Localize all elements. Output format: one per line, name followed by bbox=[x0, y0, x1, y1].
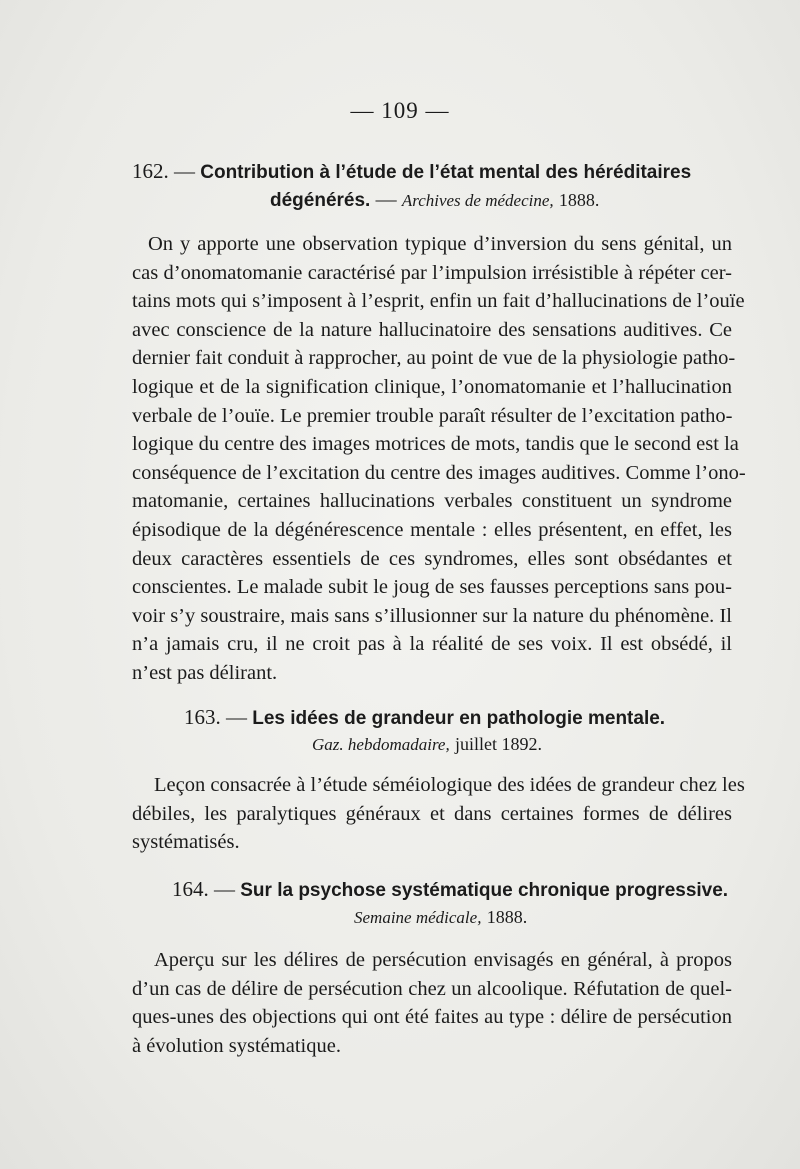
text-line: deux caractères essentiels de ces syndromes, elles sont obsédantes et bbox=[132, 547, 732, 570]
text-line: Leçon consacrée à l’étude séméiologique des idées de grandeur chez les bbox=[154, 774, 745, 796]
entry-source: Archives de médecine, bbox=[401, 191, 554, 210]
entry-164-source bbox=[354, 903, 734, 931]
entry-163-heading bbox=[184, 704, 744, 732]
entry-date: juillet 1892. bbox=[454, 734, 542, 754]
text-line: On y apporte une observation typique d’inversion du sens génital, un bbox=[148, 233, 732, 255]
text-line: n’a jamais cru, il ne croit pas à la réalité de ses voix. Il est obsédé, il bbox=[132, 633, 732, 656]
entry-163-paragraph bbox=[132, 771, 745, 857]
page-number: — 109 — bbox=[350, 98, 450, 123]
text-line: voir s’y soustraire, mais sans s’illusionner sur la nature du phénomène. Il bbox=[132, 604, 732, 627]
entry-source: Semaine médicale, bbox=[354, 908, 482, 927]
entry-162-paragraph bbox=[132, 230, 746, 688]
entry-year: 1888. bbox=[486, 907, 528, 927]
text-line: Aperçu sur les délires de persécution envisagés en général, à propos bbox=[154, 949, 732, 971]
text-line: dernier fait conduit à rapprocher, au point de vue de la physiologie patho- bbox=[132, 347, 736, 370]
text-line: tains mots qui s’imposent à l’esprit, enfin un fait d’hallucinations de l’ouïe bbox=[132, 290, 745, 313]
text-line: verbale de l’ouïe. Le premier trouble paraît résulter de l’excitation patho- bbox=[132, 404, 733, 427]
text-line: à évolution systématique. bbox=[132, 1034, 341, 1057]
entry-number: 162. bbox=[132, 159, 169, 183]
text-line: conscientes. Le malade subit le joug de ses fausses perceptions sans pou- bbox=[132, 576, 732, 599]
text-line: logique et de la signification clinique, l’onomatomanie et l’hallucination bbox=[132, 375, 732, 398]
text-line: épisodique de la dégénérescence mentale : elles présentent, en effet, les bbox=[132, 518, 732, 541]
source-dash: — bbox=[375, 187, 397, 211]
entry-164-paragraph bbox=[132, 946, 732, 1060]
text-line: cas d’onomatomanie caractérisé par l’impulsion irrésistible à répéter cer- bbox=[132, 261, 732, 284]
entry-dash: — bbox=[226, 705, 247, 729]
text-line: systématisés. bbox=[132, 831, 240, 854]
entry-163-source bbox=[312, 730, 732, 758]
entry-title: Les idées de grandeur en pathologie mentale. bbox=[252, 708, 666, 729]
text-line: ques-unes des objections qui ont été faites au type : délire de persécution bbox=[132, 1006, 732, 1029]
text-line: avec conscience de la nature hallucinatoire des sensations auditives. Ce bbox=[132, 318, 732, 341]
entry-162-subheading bbox=[270, 186, 750, 214]
entry-number: 164. bbox=[172, 877, 209, 901]
entry-dash: — bbox=[214, 877, 235, 901]
text-line: d’un cas de délire de persécution chez un alcoolique. Réfutation de quel- bbox=[132, 977, 732, 1000]
text-line: n’est pas délirant. bbox=[132, 661, 278, 684]
entry-164-heading bbox=[172, 876, 752, 904]
entry-dash: — bbox=[174, 159, 195, 183]
entry-year: 1888. bbox=[558, 190, 600, 210]
entry-162-heading bbox=[132, 158, 732, 186]
text-line: débiles, les paralytiques généraux et dans certaines formes de délires bbox=[132, 802, 732, 825]
entry-title-continued: dégénérés. bbox=[270, 190, 371, 211]
entry-source: Gaz. hebdomadaire, bbox=[312, 735, 450, 754]
text-line: matomanie, certaines hallucinations verbales constituent un syndrome bbox=[132, 490, 732, 513]
text-line: logique du centre des images motrices de mots, tandis que le second est la bbox=[132, 433, 739, 456]
entry-number: 163. bbox=[184, 705, 221, 729]
entry-title: Contribution à l’étude de l’état mental des héréditaires bbox=[200, 162, 692, 183]
text-line: conséquence de l’excitation du centre des images auditives. Comme l’ono- bbox=[132, 461, 746, 484]
entry-title: Sur la psychose systématique chronique progressive. bbox=[240, 880, 729, 901]
